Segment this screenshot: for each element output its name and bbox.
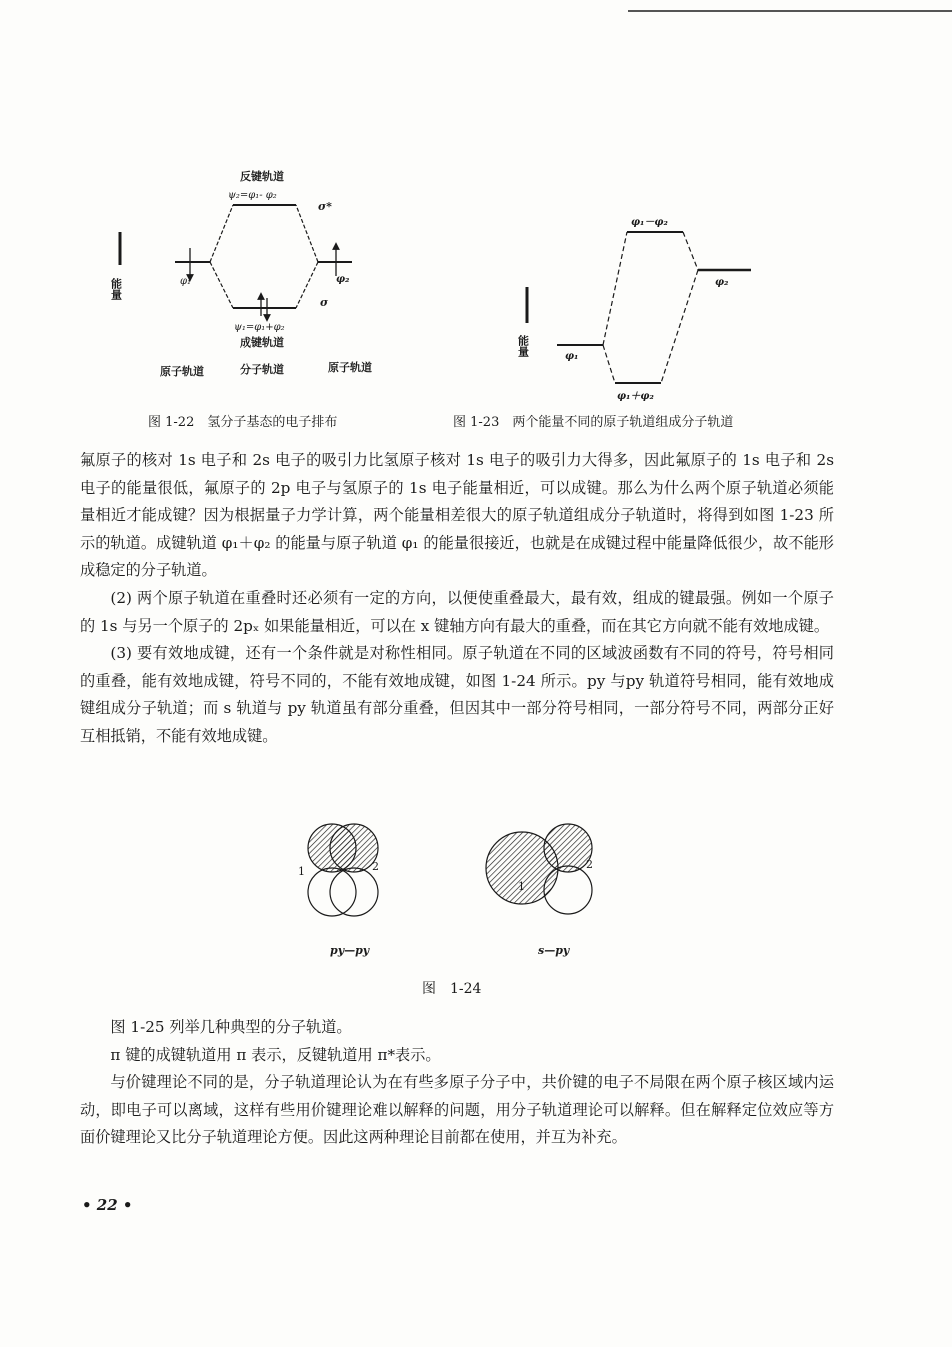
body-text <box>80 447 834 751</box>
fig23-energy-label: 能量 <box>516 335 530 357</box>
paragraph-5: π 键的成键轨道用 π 表示，反键轨道用 π*表示。 <box>110 1045 441 1064</box>
fig24-num2-left: 2 <box>372 860 379 873</box>
figure-1-24 <box>290 810 620 970</box>
header-rule <box>628 10 952 12</box>
fig22-bond-label: 成键轨道 <box>240 336 284 349</box>
fig22-energy-label: 能量 <box>109 278 123 300</box>
paragraph-6: 与价键理论不同的是，分子轨道理论认为在有些多原子分子中，共价键的电子不局限在两个原子核区域内运动，即电子可以离域，这样有些用价键理论难以解释的问题，用分子轨道理论可以解释。但在解释定位效应等方面价键理论又比分子轨道理论方便。因此这两种理论目前都在使用，并互为补充。 <box>80 1073 834 1147</box>
fig22-antibond-formula: ψ₂=φ₁- φ₂ <box>228 190 277 201</box>
paragraph-2: (2) 两个原子轨道在重叠时还必须有一定的方向，以便使重叠最大，最有效，组成的键最强。例如一个原子的 1s 与另一个原子的 2pₓ 如果能量相近，可以在 x 键轴方向有最大的重叠，而在其它方向就不能有效地成键。 <box>80 588 834 635</box>
figure-1-23 <box>515 205 775 405</box>
fig22-col-right: 原子轨道 <box>328 361 372 374</box>
paragraph-3: (3) 要有效地成键，还有一个条件就是对称性相同。原子轨道在不同的区域波函数有不同的符号，符号相同的重叠，能有效地成键，符号不同的，不能有效地成键，如图 1-24 所示。py 与py 轨道符号相同，能有效地成键组成分子轨道；而 s 轨道与 py 轨道虽有部分重叠，但因其中一部分符号相同，一部分符号不同，两部分正好互相抵销，不能有效地成键。 <box>80 644 834 745</box>
fig22-phi2: φ₂ <box>336 274 350 285</box>
fig24-caption: 图 1-24 <box>422 981 482 997</box>
fig24-label-right: s—py <box>538 944 570 957</box>
fig22-bond-formula: ψ₁=φ₁+φ₂ <box>234 322 285 333</box>
fig22-phi1: φ₁ <box>180 276 192 287</box>
fig23-top-formula: φ₁－φ₂ <box>631 217 668 228</box>
paragraph-4: 图 1-25 列举几种典型的分子轨道。 <box>110 1018 352 1036</box>
fig23-phi1: φ₁ <box>565 351 579 362</box>
fig23-caption: 图 1-23 两个能量不同的原子轨道组成分子轨道 <box>453 415 734 430</box>
fig22-sigma-star: σ* <box>318 200 332 213</box>
fig22-sigma: σ <box>320 296 329 309</box>
body-text-2 <box>80 1014 834 1152</box>
fig24-num1-left: 1 <box>298 865 305 878</box>
fig22-caption: 图 1-22 氢分子基态的电子排布 <box>148 415 338 430</box>
fig22-col-mid: 分子轨道 <box>240 363 284 376</box>
fig23-bottom-formula: φ₁＋φ₂ <box>617 391 654 402</box>
paragraph-1: 氟原子的核对 1s 电子和 2s 电子的吸引力比氢原子核对 1s 电子的吸引力大得多，因此氟原子的 1s 电子和 2s 电子的能量很低，氟原子的 2p 电子与氢原子的 1s 电子能量相近，可以成键。那么为什么两个原子轨道必须能量相近才能成键？因为根据量子力学计算，两个能量相差很大的原子轨道组成分子轨道时，将得到如图 1-23 所示的轨道。成键轨道 φ₁＋φ₂ 的能量与原子轨道 φ₁ 的能量很接近，也就是在成键过程中能量降低很少，故不能形成稳定的分子轨道。 <box>80 451 834 580</box>
fig24-num2-right: 2 <box>586 858 593 871</box>
fig24-num1-right: 1 <box>518 880 525 893</box>
fig24-label-left: py—py <box>330 944 370 957</box>
fig22-col-left: 原子轨道 <box>160 365 204 378</box>
page-number: • 22 • <box>82 1196 133 1214</box>
fig23-phi2: φ₂ <box>715 277 729 288</box>
figure-1-22 <box>100 160 430 390</box>
fig22-antibond-label: 反键轨道 <box>240 170 284 183</box>
